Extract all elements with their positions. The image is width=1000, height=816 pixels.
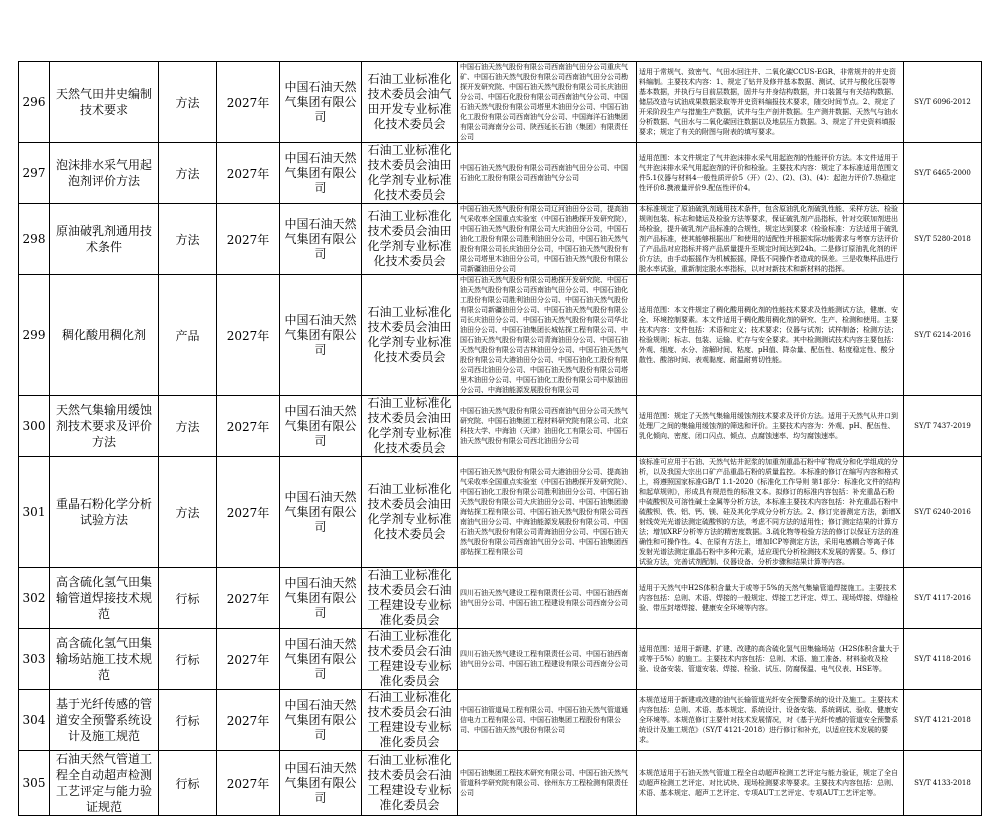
standard-type: 产品: [159, 275, 217, 396]
row-number: 301: [19, 457, 50, 568]
standard-number: SY/T 6214-2016: [904, 275, 982, 396]
scope-and-content: 适用范围：规定了天然气集输用缓蚀剂技术要求及评价方法。适用于天然气从井口到处理厂之间的集输用缓蚀剂的筛选和评价。主要技术内容为：外观、pH、配伍性、乳化倾向、密度、闭口闪点、倾点、点腐蚀速率、均匀腐蚀速率。: [637, 396, 904, 457]
standard-number: SY/T 6240-2016: [904, 457, 982, 568]
responsible-unit: 中国石油天然气集团有限公司: [280, 275, 362, 396]
row-number: 302: [19, 568, 50, 629]
scope-and-content: 适用于常规气、致密气、气田水回注井、二氧化碳CCUS-EGR、非常规井的井史资料编制。主要技术内容：1、规定了钻井及修井基本数据、测试、试井与酸化压裂等基本数据，并执行与目前层数据，固井与井身结构数据，井口装置与有关结构数据、储层改造与试油成果数据录取等并史资料编报技术要求，随交时间节点。2、规定了开采阶段生产与措施生产数据，试井与生产剖井数据。生产测井数据、天然气与油水分析数据、气田水与二氧化碳回注数据以及地层压力数据。3、规定了井史资料填报要求；规定了有关的附图与附表的填写要求。: [637, 62, 904, 143]
standard-number: SY/T 4118-2016: [904, 629, 982, 690]
completion-year: 2027年: [217, 396, 280, 457]
drafting-units: 中国石油天然气股份有限公司西南油气田分公司天然气研究院、中国石油集团工程材料研究院有限公司、北京科技大学、中海油（天津）油田化工有限公司、中国石油天然气股份有限公司西北油田分公司: [458, 396, 637, 457]
row-number: 297: [19, 143, 50, 204]
standard-number: SY/T 5280-2018: [904, 204, 982, 275]
responsible-unit: 中国石油天然气集团有限公司: [280, 690, 362, 751]
standards-table: [18, 61, 982, 816]
standard-name: 泡沫排水采气用起泡剂评价方法: [50, 143, 159, 204]
technical-committee: 石油工业标准化技术委员会油田化学剂专业标准化技术委员会: [362, 143, 458, 204]
technical-committee: 石油工业标准化技术委员会油田化学剂专业标准化技术委员会: [362, 457, 458, 568]
scope-and-content: 该标准可应用于石油、天然气钻井泥浆的加重剂重晶石粉中矿物成分和化学组成的分析，以及我国大宗出口矿产品重晶石粉的质量监控。本标准的修订在编写内容和格式上，将遵照国家标准GB/T 1.1-2020《标准化工作导则 第1部分：标准化文件的结构和起草规则》，形成具有规范性的标准文本。拟修订的标准内容包括：补充重晶石粉中硫酸钡及可溶性碱土金属等分析方法，本标准主要技术内容包括：补充重晶石粉中硫酸钡、铁、铝、钙、镁、硅及其化学成分分析方法。2、修订完善测定方法，新增X射线荧光光谱法测定硫酸钡的方法，考虑不同方法的适用性；修订测定结果的计算方法；增加XRF分析等方法的精密度数据。3.硫化物等检验方法的修订以保证方法的准确性和可操作性。4、在原有方法上，增加ICP等测定方法，采用电感耦合等离子体发射光谱法测定重晶石粉中多种元素，适应现代分析检测技术发展的需要。5、修订试验方法，完善试剂配制、仪器设备、分析步骤和结果计算等内容。: [637, 457, 904, 568]
table-row: [19, 143, 982, 204]
technical-committee: 石油工业标准化技术委员会油田化学剂专业标准化技术委员会: [362, 204, 458, 275]
standard-type: 方法: [159, 396, 217, 457]
standard-type: 方法: [159, 204, 217, 275]
row-number: 304: [19, 690, 50, 751]
standard-name: 原油破乳剂通用技术条件: [50, 204, 159, 275]
scope-and-content: 本规范适用于新建或改建的油气长输管道光纤安全预警系统的设计及施工。主要技术内容包括：总则、术语、基本规定、系统设计、设备安装、系统调试、验收、健康安全环境等。本规范修订主要针对技术发展情况，对《基于光纤传感的管道安全预警系统设计及施工规范》（SY/T 4121-2018）进行修订和补充，以适应技术发展的要求。: [637, 690, 904, 751]
drafting-units: 中国石油天然气股份有限公司西南油气田分公司重庆气矿、中国石油天然气股份有限公司西南油气田分公司勘探开发研究院、中国石油天然气股份有限公司长庆油田分公司、中国石化股份有限公司西南油气分公司、中国石油天然气股份有限公司塔里木油田分公司、中国石油化工股份有限公司西南油气分公司、中国海洋石油集团有限公司海南分公司、陕西延长石油（集团）有限责任公司: [458, 62, 637, 143]
standard-number: SY/T 4133-2018: [904, 751, 982, 816]
scope-and-content: 适用范围：适用于新建、扩建、改建的高含硫化氢气田集输场站（H2S体积含量大于或等于5%）的施工。主要技术内容包括：总则、术语、施工准备、材料验收及检验、设备安装、管道安装、焊接、检验、试压、防腐保温、电气仪表、HSE等。: [637, 629, 904, 690]
standard-name: 天然气集输用缓蚀剂技术要求及评价方法: [50, 396, 159, 457]
responsible-unit: 中国石油天然气集团有限公司: [280, 568, 362, 629]
completion-year: 2027年: [217, 629, 280, 690]
standard-type: 方法: [159, 62, 217, 143]
technical-committee: 石油工业标准化技术委员会石油工程建设专业标准化委员会: [362, 751, 458, 816]
scope-and-content: 适用范围：本文件规定了气井泡沫排水采气用起泡剂的性能评价方法。本文件适用于气井泡沫排水采气用起泡剂的评价和检验。主要技术内容：规定了本标准适用范围文件5.1仪器与材料4一般性质评价5（开）（2）、(2)、(3)、(4)：起泡力评价7.热稳定性评价8.携液量评价9.配伍性评价4。: [637, 143, 904, 204]
table-row: [19, 629, 982, 690]
scope-and-content: 本标准规定了原油破乳剂通用技术条件，包含原油乳化剂破乳性能、采样方法、检验规则包装、标志和储运及检验方法等要求，保证破乳剂产品指标，针对交联加剂进出场检验，提升破乳剂产品标准的合规性，规定达到要求（检验标准：方法适用于破乳剂产品标准，使其能够根据出厂和使用的适配性并根据实际功能需求与考察方法评价了产品品对应指标并将产品质量提升至规定时间达到24h。二是修订原油乳化剂的评价方法，由手动振摇作为机械振摇，降低不同操作者造成的误差。三是收集样品进行脱水率试验，重新制定脱水率指标，以对对新技术和新材料的指挥。: [637, 204, 904, 275]
row-number: 303: [19, 629, 50, 690]
drafting-units: 中国石油天然气股份有限公司大港油田分公司、提高油气采收率全国重点实验室（中国石油勘探开发研究院）、中国石油化工股份有限公司胜利油田分公司、中国石油天然气股份有限公司大庆油田分公司、中国石油集团渤海钻探工程有限公司、中国石油天然气股份有限公司西南油气田分公司、中海油能源发展股份有限公司、中国石油天然气股份有限公司青海油田分公司、中国石油天然气股份有限公司西南油气田分公司、中国石油集团西部钻探工程有限公司: [458, 457, 637, 568]
standard-type: 方法: [159, 143, 217, 204]
table-row: [19, 690, 982, 751]
responsible-unit: 中国石油天然气集团有限公司: [280, 629, 362, 690]
table-row: [19, 62, 982, 143]
completion-year: 2027年: [217, 143, 280, 204]
technical-committee: 石油工业标准化技术委员会石油工程建设专业标准化委员会: [362, 690, 458, 751]
standard-type: 行标: [159, 629, 217, 690]
standard-type: 行标: [159, 751, 217, 816]
standard-type: 行标: [159, 690, 217, 751]
standard-name: 高含硫化氢气田集输管道焊接技术规范: [50, 568, 159, 629]
standard-type: 方法: [159, 457, 217, 568]
completion-year: 2027年: [217, 62, 280, 143]
row-number: 296: [19, 62, 50, 143]
scope-and-content: 适用范围：本文件规定了稠化酸用稠化剂的性能技术要求及性能测试方法，健康、安全、环境控制要素。本文件适用于稠化酸用稠化剂的研究、生产、检测和使用。主要技术内容：文件包括：术语和定义；技术要求；仪器与试剂；试样制备；检测方法；检验规则；标志、包装、运输、贮存与安全要求。其中检测测试技术内容主要包括：外观、细度、水分、溶解时间、粘度、pH值、降杂量、配伍性、粘度稳定性、酸分散性、酸溶时间、表观黏度、耐温耐剪切性能。: [637, 275, 904, 396]
responsible-unit: 中国石油天然气集团有限公司: [280, 204, 362, 275]
drafting-units: 四川石油天然气建设工程有限责任公司、中国石油西南油气田分公司、中国石油工程建设有限公司西南分公司: [458, 629, 637, 690]
scope-and-content: 本规范适用于石油天然气管道工程全自动超声检测工艺评定与能力验证，规定了全自动超声检测工艺评定、对比试块、现场检测要求等要求。主要技术内容包括：总则、术语、基本规定、超声工艺评定、专项AUT工艺评定、专项AUT工艺评定等。: [637, 751, 904, 816]
responsible-unit: 中国石油天然气集团有限公司: [280, 62, 362, 143]
drafting-units: 中国石油集团工程技术研究有限公司、中国石油天然气管道科学研究院有限公司、徐州东方工程检测有限责任公司: [458, 751, 637, 816]
standard-number: SY/T 4117-2016: [904, 568, 982, 629]
drafting-units: 四川石油天然气建设工程有限责任公司、中国石油西南油气田分公司、中国石油工程建设有限公司西南分公司: [458, 568, 637, 629]
standard-number: SY/T 6096-2012: [904, 62, 982, 143]
completion-year: 2027年: [217, 568, 280, 629]
responsible-unit: 中国石油天然气集团有限公司: [280, 143, 362, 204]
drafting-units: 中国石油管道局工程有限公司、中国石油天然气管道通信电力工程有限公司、中国石油集团工程股份有限公司、中国石油天然气股份有限公司: [458, 690, 637, 751]
technical-committee: 石油工业标准化技术委员会石油工程建设专业标准化委员会: [362, 568, 458, 629]
technical-committee: 石油工业标准化技术委员会油田化学剂专业标准化技术委员会: [362, 396, 458, 457]
row-number: 305: [19, 751, 50, 816]
table-row: [19, 568, 982, 629]
standard-name: 稠化酸用稠化剂: [50, 275, 159, 396]
row-number: 298: [19, 204, 50, 275]
technical-committee: 石油工业标准化技术委员会油气田开发专业标准化技术委员会: [362, 62, 458, 143]
standard-number: SY/T 4121-2018: [904, 690, 982, 751]
responsible-unit: 中国石油天然气集团有限公司: [280, 751, 362, 816]
table-row: [19, 275, 982, 396]
standard-name: 石油天然气管道工程全自动超声检测工艺评定与能力验证规范: [50, 751, 159, 816]
standard-name: 重晶石粉化学分析试验方法: [50, 457, 159, 568]
responsible-unit: 中国石油天然气集团有限公司: [280, 396, 362, 457]
completion-year: 2027年: [217, 690, 280, 751]
drafting-units: 中国石油天然气股份有限公司勘探开发研究院、中国石油天然气股份有限公司西南油气田分公司、中国石油化工股份有限公司胜利油田分公司、中国石油天然气股份有限公司新疆油田分公司、中国石油天然气股份有限公司长庆油田分公司、中国石油天然气股份有限公司华北油田分公司、中国石油集团长城钻探工程有限公司、中国石油天然气股份有限公司青海油田分公司、中国石油天然气股份有限公司吉林油田分公司、中国石油天然气股份有限公司大港油田分公司、中国石油化工股份有限公司西北油田分公司、中国石油天然气股份有限公司塔里木油田分公司、中国石油化工股份有限公司中原油田分公司、中海油能源发展股份有限公司: [458, 275, 637, 396]
table-row: [19, 457, 982, 568]
scope-and-content: 适用于天然气中H2S体积含量大于或等于5%的天然气集输管道焊接施工。主要技术内容包括：总则、术语、焊接的一般规定、焊接工艺评定、焊工、现场焊接、焊缝检验、带压封堵焊接、健康安全环境等内容。: [637, 568, 904, 629]
completion-year: 2027年: [217, 204, 280, 275]
standard-name: 天然气田井史编制技术要求: [50, 62, 159, 143]
drafting-units: 中国石油天然气股份有限公司辽河油田分公司，提高油气采收率全国重点实验室（中国石油勘探开发研究院），中国石油天然气股份有限公司大庆油田分公司，中国石油化工股份有限公司胜利油田分公司，中国石油天然气股份有限公司长庆油田分公司，中国石油天然气股份有限公司塔里木油田分公司，中国石油天然气股份有限公司新疆油田分公司: [458, 204, 637, 275]
table-row: [19, 751, 982, 816]
table-row: [19, 204, 982, 275]
technical-committee: 石油工业标准化技术委员会石油工程建设专业标准化委员会: [362, 629, 458, 690]
drafting-units: 中国石油天然气股份有限公司西南油气田分公司、中国石油化工股份有限公司西南油气分公司: [458, 143, 637, 204]
row-number: 299: [19, 275, 50, 396]
responsible-unit: 中国石油天然气集团有限公司: [280, 457, 362, 568]
completion-year: 2027年: [217, 275, 280, 396]
completion-year: 2027年: [217, 751, 280, 816]
standard-number: SY/T 6465-2000: [904, 143, 982, 204]
technical-committee: 石油工业标准化技术委员会油田化学剂专业标准化技术委员会: [362, 275, 458, 396]
standard-type: 行标: [159, 568, 217, 629]
standard-number: SY/T 7437-2019: [904, 396, 982, 457]
completion-year: 2027年: [217, 457, 280, 568]
standard-name: 高含硫化氢气田集输场站施工技术规范: [50, 629, 159, 690]
row-number: 300: [19, 396, 50, 457]
standard-name: 基于光纤传感的管道安全预警系统设计及施工规范: [50, 690, 159, 751]
table-row: [19, 396, 982, 457]
